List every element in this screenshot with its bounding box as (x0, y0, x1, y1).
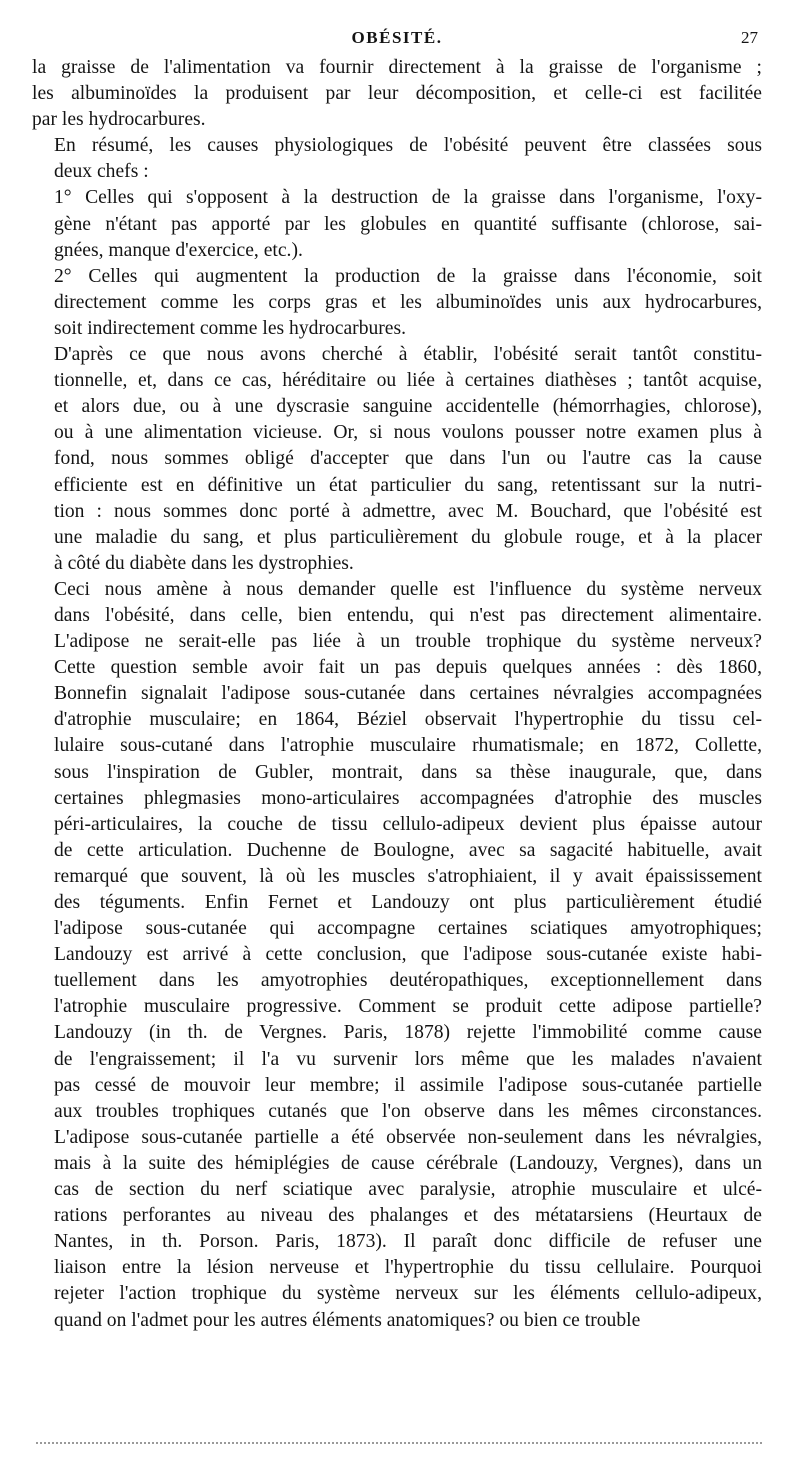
text-line: Ceci nous amène à nous demander quelle est l'influence du système nerveux (54, 578, 762, 600)
text-line: ou à une alimentation vicieuse. Or, si nous voulons pousser notre examen plus à (54, 422, 762, 444)
text-line: de l'engraissement; il l'a vu survenir lors même que les malades n'avaient (54, 1048, 762, 1070)
paragraph (32, 342, 762, 577)
page-number: 27 (741, 28, 758, 47)
text-line: des téguments. Enfin Fernet et Landouzy ont plus particulièrement étudié (54, 892, 762, 913)
footer-dotted-rule (36, 1442, 762, 1444)
text-line: rations perforantes au niveau des phalanges et des métatarsiens (Heurtaux de (54, 1205, 762, 1227)
paragraph (32, 185, 762, 263)
text-line: fond, nous sommes obligé d'accepter que dans l'un ou l'autre cas la cause (54, 448, 762, 470)
text-line: Landouzy est arrivé à cette conclusion, que l'adipose sous-cutanée existe habi- (54, 944, 762, 966)
text-line: et alors due, ou à une dyscrasie sanguine accidentelle (hémorrhagies, chlorose), (54, 396, 762, 418)
text-line: Cette question semble avoir fait un pas depuis quelques années : dès 1860, (54, 657, 762, 679)
text-line: liaison entre la lésion nerveuse et l'hypertrophie du tissu cellulaire. Pourquoi (54, 1257, 762, 1279)
text-line: par les hydrocarbures. (32, 109, 206, 131)
text-line: péri-articulaires, la couche de tissu cellulo-adipeux devient plus épaisse autour (54, 813, 762, 835)
text-line: quand on l'admet pour les autres éléments anatomiques? ou bien ce trouble (54, 1309, 641, 1331)
text-line: Nantes, in th. Porson. Paris, 1873). Il paraît donc difficile de refuser une (54, 1231, 762, 1253)
text-line: dans l'obésité, dans celle, bien entendu, qui n'est pas directement alimentaire. (54, 604, 762, 626)
text-line: gène n'étant pas apporté par les globules en quantité suffisante (chlorose, sai- (54, 213, 762, 235)
text-line: l'atrophie musculaire progressive. Comment se produit cette adipose partielle? (54, 996, 762, 1018)
text-line: lulaire sous-cutané dans l'atrophie musculaire rhumatismale; en 1872, Collette, (54, 735, 762, 757)
text-line: certaines phlegmasies mono-articulaires accompagnées d'atrophie des muscles (54, 787, 762, 809)
text-line: En résumé, les causes physiologiques de l'obésité peuvent être classées sous (54, 135, 762, 157)
book-page (32, 28, 762, 1334)
text-line: la graisse de l'alimentation va fournir directement à la graisse de l'organisme ; (32, 57, 762, 78)
text-line: Landouzy (in th. de Vergnes. Paris, 1878) rejette l'immobilité comme cause (54, 1022, 762, 1044)
text-line: sous l'inspiration de Gubler, montrait, dans sa thèse inaugurale, que, dans (54, 761, 762, 783)
text-line: à côté du diabète dans les dystrophies. (54, 552, 354, 574)
text-line: de cette articulation. Duchenne de Boulogne, avec sa sagacité habituelle, avait (54, 839, 762, 861)
text-line: tionnelle, et, dans ce cas, héréditaire ou liée à certaines diathèses ; tantôt acquise, (54, 370, 762, 392)
body-text (32, 55, 762, 1334)
text-line: efficiente est en définitive un état particulier du sang, retentissant sur la nutri- (54, 474, 762, 496)
text-line: d'atrophie musculaire; en 1864, Béziel observait l'hypertrophie du tissu cel- (54, 709, 762, 731)
text-line: soit indirectement comme les hydrocarbures. (54, 317, 407, 339)
text-line: une maladie du sang, et plus particulièrement du globule rouge, et à la placer (54, 526, 762, 548)
text-line: directement comme les corps gras et les albuminoïdes unis aux hydrocarbures, (54, 291, 762, 313)
text-line: 1° Celles qui s'opposent à la destruction de la graisse dans l'organisme, l'oxy- (54, 187, 762, 209)
text-line: rejeter l'action trophique du système nerveux sur les éléments cellulo-adipeux, (54, 1283, 762, 1305)
running-title: OBÉSITÉ. (351, 28, 443, 47)
text-line: 2° Celles qui augmentent la production de la graisse dans l'économie, soit (54, 265, 762, 287)
page-header (32, 28, 762, 54)
text-line: remarqué que souvent, là où les muscles s'atrophiaient, il y avait épaississement (54, 865, 762, 887)
text-line: aux troubles trophiques cutanés que l'on observe dans les mêmes circonstances. (54, 1100, 762, 1122)
text-line: L'adipose ne serait-elle pas liée à un trouble trophique du système nerveux? (54, 631, 762, 653)
text-line: l'adipose sous-cutanée qui accompagne certaines sciatiques amyotrophiques; (54, 918, 762, 940)
text-line: les albuminoïdes la produisent par leur décomposition, et celle-ci est facilitée (32, 83, 762, 105)
paragraph (32, 55, 762, 133)
paragraph (32, 133, 762, 185)
text-line: tuellement dans les amyotrophies deutéropathiques, exceptionnellement dans (54, 970, 762, 992)
paragraph (32, 264, 762, 342)
text-line: cas de section du nerf sciatique avec paralysie, atrophie musculaire et ulcé- (54, 1179, 762, 1201)
paragraph (32, 577, 762, 1334)
text-line: tion : nous sommes donc porté à admettre, avec M. Bouchard, que l'obésité est (54, 500, 762, 522)
text-line: mais à la suite des hémiplégies de cause cérébrale (Landouzy, Vergnes), dans un (54, 1152, 762, 1174)
text-line: pas cessé de mouvoir leur membre; il assimile l'adipose sous-cutanée partielle (54, 1074, 762, 1096)
text-line: gnées, manque d'exercice, etc.). (54, 239, 303, 261)
text-line: L'adipose sous-cutanée partielle a été observée non-seulement dans les névralgies, (54, 1126, 762, 1148)
text-line: Bonnefin signalait l'adipose sous-cutanée dans certaines névralgies accompagnées (54, 683, 762, 705)
text-line: D'après ce que nous avons cherché à établir, l'obésité serait tantôt constitu- (54, 344, 762, 366)
text-line: deux chefs : (54, 161, 149, 183)
